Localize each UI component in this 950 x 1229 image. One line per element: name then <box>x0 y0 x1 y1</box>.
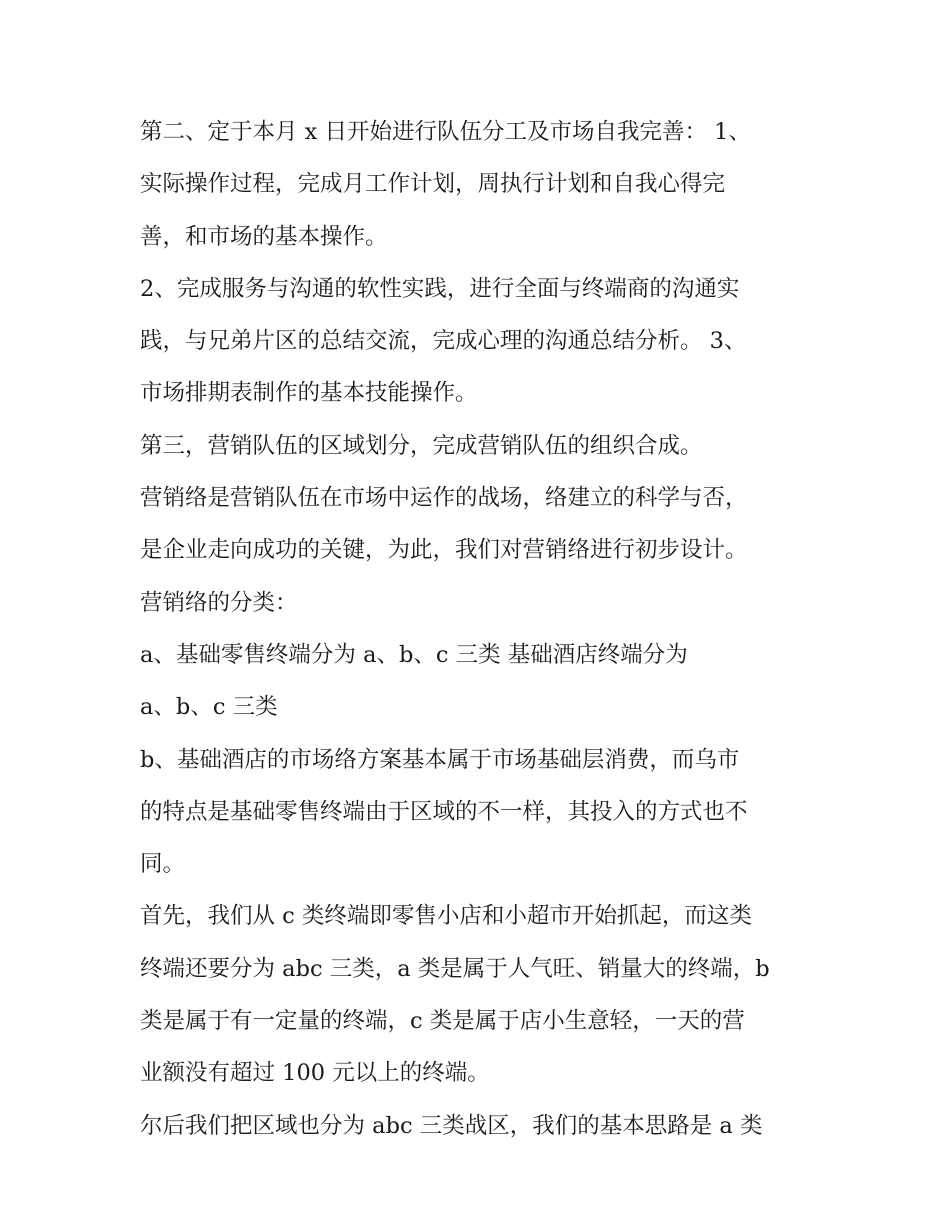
text-line: 尔后我们把区域也分为 abc 三类战区，我们的基本思路是 a 类 <box>140 1112 763 1139</box>
text-line: b、基础酒店的市场络方案基本属于市场基础层消费，而乌市 <box>140 746 740 773</box>
text-line: 业额没有超过 100 元以上的终端。 <box>140 1060 490 1087</box>
text-line: 营销络的分类： <box>140 589 298 616</box>
text-line: a、b、c 三类 <box>140 694 278 721</box>
text-line: 第三，营销队伍的区域划分，完成营销队伍的组织合成。 <box>140 432 703 459</box>
text-line: 善，和市场的基本操作。 <box>140 223 388 250</box>
text-line: 市场排期表制作的基本技能操作。 <box>140 380 478 407</box>
text-line: 是企业走向成功的关键，为此，我们对营销络进行初步设计。 <box>140 537 748 564</box>
text-line: 践，与兄弟片区的总结交流，完成心理的沟通总结分析。 3、 <box>140 328 747 355</box>
text-line: 营销络是营销队伍在市场中运作的战场，络建立的科学与否， <box>140 485 748 512</box>
text-line: 终端还要分为 abc 三类，a 类是属于人气旺、销量大的终端，b <box>140 955 770 982</box>
text-line: a、基础零售终端分为 a、b、c 三类 基础酒店终端分为 <box>140 641 688 668</box>
text-line: 2、完成服务与沟通的软性实践，进行全面与终端商的沟通实 <box>140 275 740 302</box>
document-body <box>140 106 820 1152</box>
text-line: 实际操作过程，完成月工作计划，周执行计划和自我心得完 <box>140 171 726 198</box>
text-line: 的特点是基础零售终端由于区域的不一样，其投入的方式也不 <box>140 798 748 825</box>
text-line: 第二、定于本月 x 日开始进行队伍分工及市场自我完善： 1、 <box>140 119 751 145</box>
text-line: 同。 <box>140 851 186 878</box>
text-line: 类是属于有一定量的终端，c 类是属于店小生意轻，一天的营 <box>140 1008 745 1035</box>
text-line: 首先，我们从 c 类终端即零售小店和小超市开始抓起，而这类 <box>140 903 752 930</box>
